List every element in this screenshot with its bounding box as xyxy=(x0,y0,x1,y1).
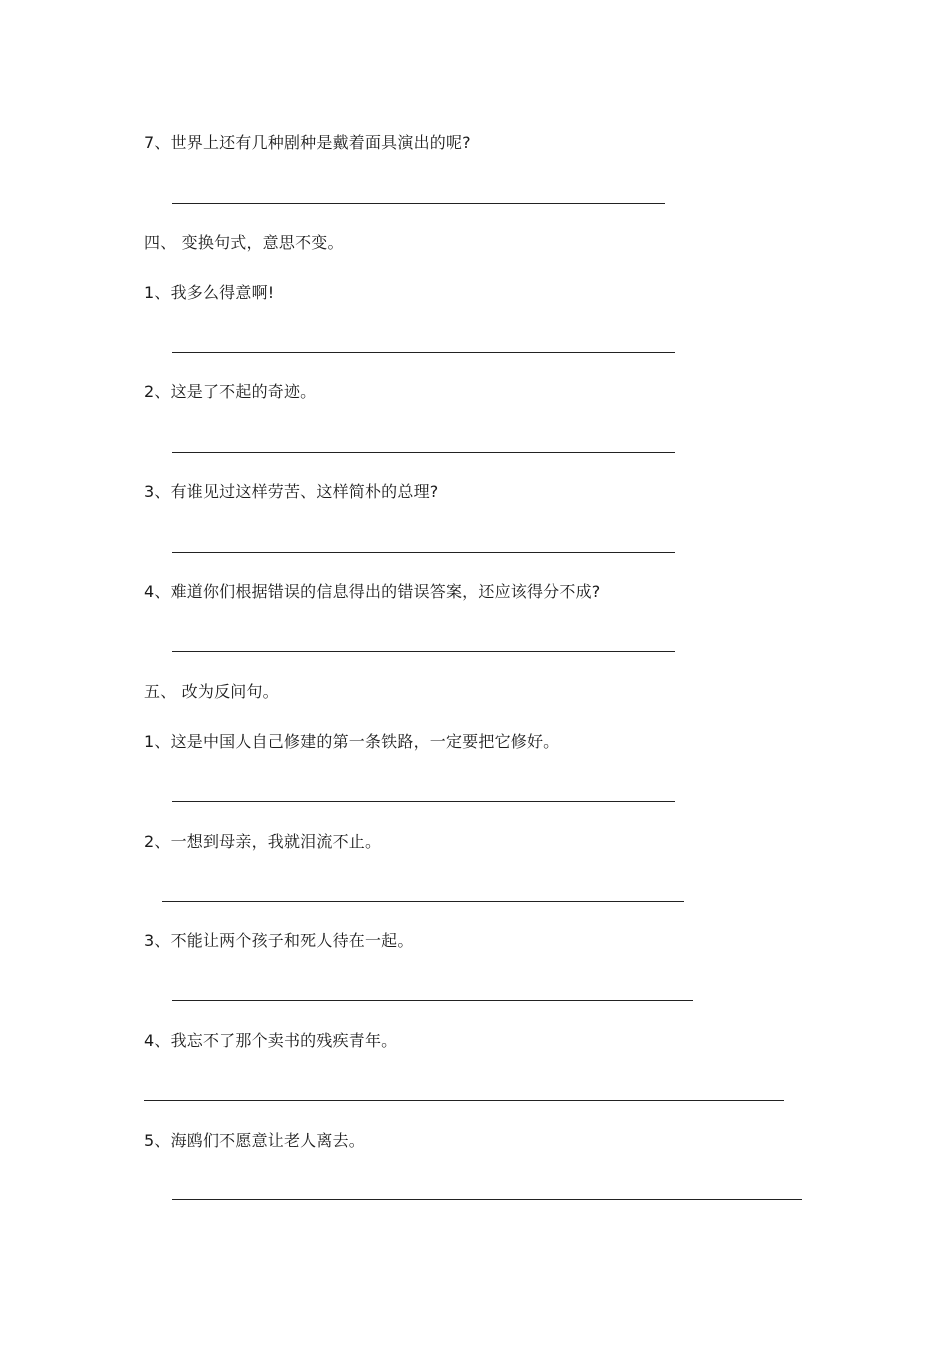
answer-line-s5-4[interactable] xyxy=(144,1100,784,1101)
section-4-item-2: 2、这是了不起的奇迹。 xyxy=(144,382,317,401)
section-5-item-2: 2、一想到母亲，我就泪流不止。 xyxy=(144,832,382,851)
section-4-item-3: 3、有谁见过这样劳苦、这样简朴的总理? xyxy=(144,482,439,501)
section-5-item-1: 1、这是中国人自己修建的第一条铁路，一定要把它修好。 xyxy=(144,732,560,751)
answer-line-s5-5[interactable] xyxy=(172,1199,802,1200)
answer-line-s4-2[interactable] xyxy=(172,452,675,453)
section-4-item-1: 1、我多么得意啊! xyxy=(144,283,275,302)
answer-line-s5-1[interactable] xyxy=(172,801,675,802)
answer-line-s4-1[interactable] xyxy=(172,352,675,353)
section-4-heading: 四、 变换句式，意思不变。 xyxy=(144,233,344,252)
section-5-item-3: 3、不能让两个孩子和死人待在一起。 xyxy=(144,931,414,950)
answer-line-s4-3[interactable] xyxy=(172,552,675,553)
section-5-item-4: 4、我忘不了那个卖书的残疾青年。 xyxy=(144,1031,398,1050)
answer-line-s5-3[interactable] xyxy=(172,1000,693,1001)
answer-line-s5-2[interactable] xyxy=(162,901,684,902)
section-5-heading: 五、 改为反问句。 xyxy=(144,682,279,701)
question-7: 7、世界上还有几种剧种是戴着面具演出的呢? xyxy=(144,133,471,152)
section-5-item-5: 5、海鸥们不愿意让老人离去。 xyxy=(144,1131,365,1150)
answer-line-s4-4[interactable] xyxy=(172,651,675,652)
answer-line-q7[interactable] xyxy=(172,203,665,204)
section-4-item-4: 4、难道你们根据错误的信息得出的错误答案，还应该得分不成? xyxy=(144,582,601,601)
